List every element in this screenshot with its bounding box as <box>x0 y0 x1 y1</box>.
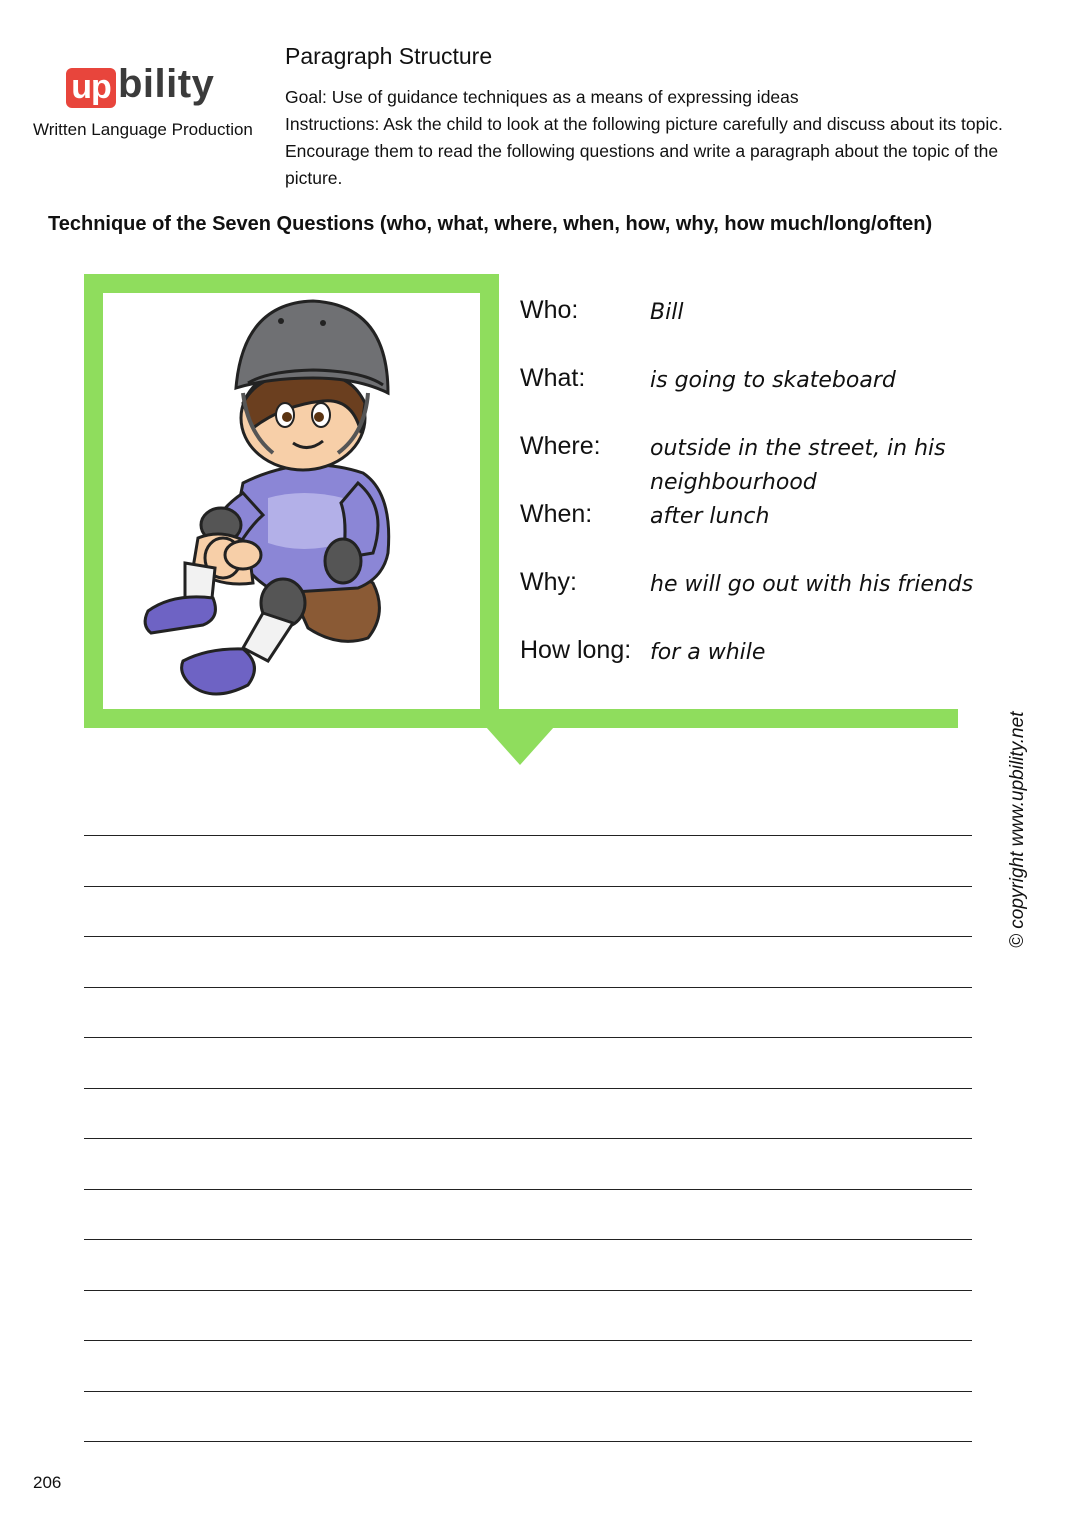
technique-heading: Technique of the Seven Questions (who, what, where, when, how, why, how much/long/often) <box>48 213 933 235</box>
question-label: Why: <box>520 568 577 596</box>
page-title: Paragraph Structure <box>285 43 493 69</box>
writing-line[interactable] <box>84 886 972 887</box>
copyright-text: © copyright www.upbility.net <box>1007 711 1028 948</box>
speech-pointer <box>486 727 554 765</box>
writing-line[interactable] <box>84 1391 972 1392</box>
question-answer: is going to skateboard <box>650 368 896 393</box>
question-answer: he will go out with his friends <box>650 572 974 597</box>
writing-line[interactable] <box>84 1088 972 1089</box>
question-answer: outside in the street, in his neighbourhood <box>650 436 946 495</box>
writing-line[interactable] <box>84 1037 972 1038</box>
frame-divider <box>480 274 499 728</box>
boy-skater-illustration <box>103 293 480 709</box>
writing-line[interactable] <box>84 1290 972 1291</box>
writing-line[interactable] <box>84 1138 972 1139</box>
logo-text: bility <box>118 62 215 106</box>
logo-accent: up <box>66 68 116 108</box>
writing-line[interactable] <box>84 835 972 836</box>
writing-line[interactable] <box>84 936 972 937</box>
instructions-text: Instructions: Ask the child to look at the following picture carefully and discuss about its topic. Encourage them to read the following questions and write a paragraph about the topic of the picture. <box>285 114 1003 188</box>
writing-line[interactable] <box>84 987 972 988</box>
question-label: What: <box>520 364 586 392</box>
frame-bottom-border <box>84 709 958 728</box>
question-label: How long: <box>520 636 632 664</box>
logo-subtitle: Written Language Production <box>33 120 253 139</box>
question-answer: for a while <box>650 640 766 665</box>
frame-top-border <box>84 274 499 293</box>
writing-line[interactable] <box>84 1239 972 1240</box>
writing-line[interactable] <box>84 1189 972 1190</box>
question-label: Who: <box>520 296 579 324</box>
question-label: When: <box>520 500 593 528</box>
goal-text: Goal: Use of guidance techniques as a means of expressing ideas <box>285 87 799 107</box>
question-label: Where: <box>520 432 601 460</box>
question-answer: Bill <box>650 300 684 325</box>
writing-line[interactable] <box>84 1340 972 1341</box>
writing-line[interactable] <box>84 1441 972 1442</box>
frame-left-border <box>84 274 103 728</box>
question-answer: after lunch <box>650 504 770 529</box>
page-number: 206 <box>33 1473 62 1492</box>
